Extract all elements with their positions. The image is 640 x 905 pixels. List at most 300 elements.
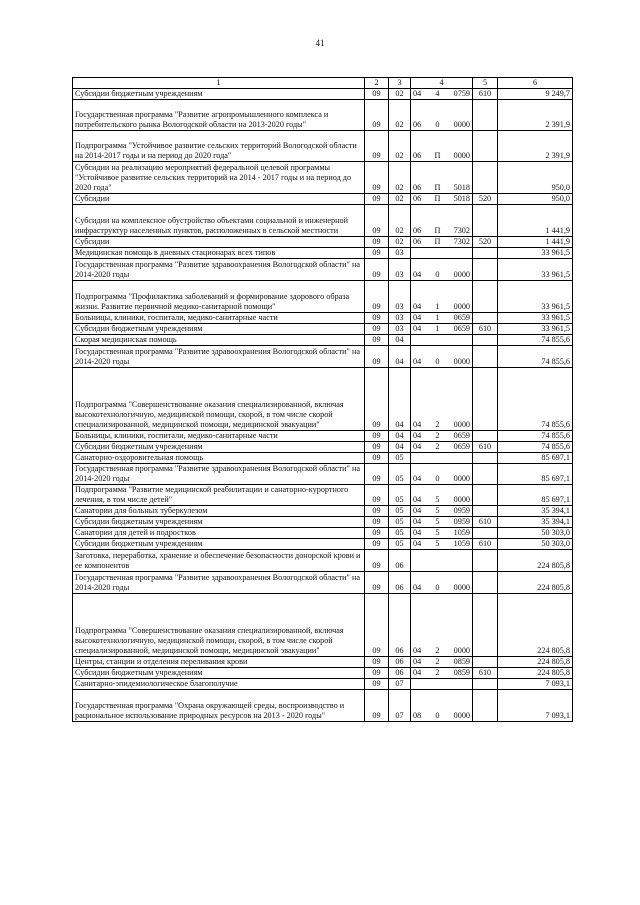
table-row (73, 205, 573, 237)
row-rz: 09 (365, 431, 389, 442)
csr-direction: 0000 (453, 302, 470, 311)
csr-direction: 0000 (453, 711, 470, 720)
csr-program: 04 (413, 420, 422, 429)
row-prz: 05 (389, 506, 411, 517)
csr-direction: 0000 (453, 420, 470, 429)
csr-code (413, 431, 470, 441)
row-vr (473, 506, 498, 517)
csr-direction: 0000 (453, 474, 470, 483)
row-csr (411, 539, 473, 550)
table-row (73, 594, 573, 657)
row-vr: 520 (473, 194, 498, 205)
row-prz: 02 (389, 205, 411, 237)
budget-table (72, 77, 573, 722)
csr-code (413, 657, 470, 667)
csr-direction: 7302 (453, 237, 470, 246)
row-csr (411, 485, 473, 506)
row-amount: 85 697,1 (498, 464, 573, 485)
csr-code (413, 474, 470, 484)
csr-code (413, 583, 470, 593)
row-name: Государственная программа "Охрана окружающей среды, воспроизводство и рациональное использование природных ресурсов на 2013 - 2020 годы" (73, 690, 365, 722)
csr-subprogram: 5 (435, 539, 440, 548)
row-name: Субсидии (73, 194, 365, 205)
row-amount: 85 697,1 (498, 453, 573, 464)
row-prz: 07 (389, 690, 411, 722)
row-csr (411, 89, 473, 100)
csr-program: 06 (413, 194, 422, 203)
row-vr (473, 679, 498, 690)
row-rz: 09 (365, 368, 389, 431)
row-rz: 09 (365, 657, 389, 668)
csr-direction: 0659 (453, 313, 470, 322)
csr-subprogram: 1 (435, 313, 440, 322)
csr-code (413, 711, 470, 721)
row-name: Больницы, клиники, госпитали, медико-санитарные части (73, 313, 365, 324)
csr-code (413, 183, 470, 193)
csr-program: 06 (413, 237, 422, 246)
row-amount: 33 961,5 (498, 248, 573, 259)
csr-direction: 0000 (453, 151, 470, 160)
row-rz: 09 (365, 335, 389, 346)
csr-code (413, 506, 470, 516)
row-amount: 35 394,1 (498, 517, 573, 528)
row-prz: 05 (389, 517, 411, 528)
row-vr (473, 485, 498, 506)
row-vr (473, 431, 498, 442)
table-row (73, 346, 573, 368)
csr-direction: 0000 (453, 357, 470, 366)
row-rz: 09 (365, 572, 389, 594)
row-amount: 2 391,9 (498, 100, 573, 131)
header-col-5: 5 (473, 78, 498, 89)
csr-direction: 0859 (453, 668, 470, 677)
row-rz: 09 (365, 194, 389, 205)
row-vr (473, 335, 498, 346)
row-csr (411, 679, 473, 690)
row-csr (411, 237, 473, 248)
header-col-3: 3 (389, 78, 411, 89)
csr-direction: 0000 (453, 583, 470, 592)
row-name: Санатории для детей и подростков (73, 528, 365, 539)
csr-subprogram: 0 (435, 711, 440, 720)
row-rz: 09 (365, 517, 389, 528)
csr-code (413, 302, 470, 312)
csr-direction: 5018 (453, 194, 470, 203)
header-col-2: 2 (365, 78, 389, 89)
row-vr: 610 (473, 324, 498, 335)
csr-subprogram: 5 (435, 528, 440, 537)
csr-program: 04 (413, 324, 422, 333)
csr-program: 04 (413, 442, 422, 451)
table-row (73, 89, 573, 100)
table-row (73, 528, 573, 539)
row-csr (411, 100, 473, 131)
table-row (73, 485, 573, 506)
row-amount: 950,0 (498, 194, 573, 205)
table-row (73, 679, 573, 690)
csr-program: 06 (413, 226, 422, 235)
header-row (73, 78, 573, 89)
csr-code (413, 539, 470, 549)
csr-code (413, 270, 470, 280)
row-amount: 224 805,8 (498, 594, 573, 657)
row-prz: 06 (389, 657, 411, 668)
row-vr: 610 (473, 668, 498, 679)
row-rz: 09 (365, 464, 389, 485)
csr-program: 04 (413, 657, 422, 666)
row-name: Больницы, клиники, госпитали, медико-санитарные части (73, 431, 365, 442)
csr-subprogram: 1 (435, 324, 440, 333)
row-amount: 224 805,8 (498, 657, 573, 668)
row-prz: 04 (389, 335, 411, 346)
header-col-6: 6 (498, 78, 573, 89)
row-prz: 05 (389, 485, 411, 506)
csr-direction: 0659 (453, 431, 470, 440)
row-name: Субсидии бюджетным учреждениям (73, 517, 365, 528)
row-vr (473, 205, 498, 237)
row-rz: 09 (365, 281, 389, 313)
row-rz: 09 (365, 313, 389, 324)
table-row (73, 453, 573, 464)
header-col-4: 4 (411, 78, 473, 89)
row-name: Подпрограмма "Профилактика заболеваний и формирование здорового образа жизни. Развитие первичной медико-санитарной помощи" (73, 281, 365, 313)
row-vr (473, 572, 498, 594)
table-row (73, 194, 573, 205)
row-prz: 05 (389, 453, 411, 464)
row-rz: 09 (365, 528, 389, 539)
row-amount: 950,0 (498, 162, 573, 194)
csr-direction: 0959 (453, 506, 470, 515)
csr-code (413, 120, 470, 130)
row-vr (473, 313, 498, 324)
row-rz: 09 (365, 205, 389, 237)
row-vr: 610 (473, 517, 498, 528)
csr-program: 04 (413, 474, 422, 483)
csr-program: 04 (413, 539, 422, 548)
row-prz: 06 (389, 668, 411, 679)
row-csr (411, 248, 473, 259)
row-amount: 74 855,6 (498, 346, 573, 368)
csr-program: 04 (413, 270, 422, 279)
row-prz: 05 (389, 539, 411, 550)
table-row (73, 572, 573, 594)
row-name: Государственная программа "Развитие здравоохранения Вологодской области" на 2014-2020 годы (73, 259, 365, 281)
table-row (73, 248, 573, 259)
row-name: Государственная программа "Развитие здравоохранения Вологодской области" на 2014-2020 годы (73, 572, 365, 594)
row-vr: 610 (473, 539, 498, 550)
row-rz: 09 (365, 506, 389, 517)
row-csr (411, 594, 473, 657)
row-amount: 33 961,5 (498, 313, 573, 324)
csr-subprogram: 2 (435, 646, 440, 655)
row-csr (411, 528, 473, 539)
table-row (73, 368, 573, 431)
row-vr (473, 259, 498, 281)
csr-code (413, 495, 470, 505)
row-vr (473, 690, 498, 722)
row-amount: 33 961,5 (498, 324, 573, 335)
row-csr (411, 335, 473, 346)
row-prz: 02 (389, 237, 411, 248)
row-name: Государственная программа "Развитие агропромышленного комплекса и потребительского рынка Вологодской области на 2013-2020 годы" (73, 100, 365, 131)
row-prz: 02 (389, 89, 411, 100)
csr-program: 04 (413, 506, 422, 515)
row-amount: 74 855,6 (498, 335, 573, 346)
row-prz: 04 (389, 442, 411, 453)
csr-subprogram: 2 (435, 442, 440, 451)
row-csr (411, 572, 473, 594)
row-csr (411, 194, 473, 205)
row-amount: 224 805,8 (498, 550, 573, 572)
row-amount: 33 961,5 (498, 281, 573, 313)
table-row (73, 100, 573, 131)
row-vr (473, 464, 498, 485)
csr-program: 06 (413, 183, 422, 192)
row-amount: 50 303,0 (498, 528, 573, 539)
row-csr (411, 464, 473, 485)
row-name: Санаторно-оздоровительная помощь (73, 453, 365, 464)
csr-subprogram: 0 (435, 583, 440, 592)
row-vr (473, 346, 498, 368)
row-name: Субсидии бюджетным учреждениям (73, 442, 365, 453)
row-prz: 05 (389, 528, 411, 539)
row-csr (411, 324, 473, 335)
row-name: Субсидии на комплексное обустройство объектами социальной и инженерной инфраструктур населенных пунктов, расположенных в сельской местности (73, 205, 365, 237)
csr-direction: 5018 (453, 183, 470, 192)
csr-direction: 0959 (453, 517, 470, 526)
row-amount: 224 805,8 (498, 668, 573, 679)
csr-code (413, 324, 470, 334)
row-csr (411, 205, 473, 237)
csr-subprogram: 5 (435, 495, 440, 504)
row-vr: 520 (473, 237, 498, 248)
table-row (73, 517, 573, 528)
table-row (73, 539, 573, 550)
row-rz: 09 (365, 324, 389, 335)
csr-direction: 0000 (453, 646, 470, 655)
row-name: Государственная программа "Развитие здравоохранения Вологодской области" на 2014-2020 годы (73, 464, 365, 485)
row-amount: 1 441,9 (498, 205, 573, 237)
csr-direction: 0000 (453, 270, 470, 279)
row-rz: 09 (365, 594, 389, 657)
table-row (73, 506, 573, 517)
csr-subprogram: П (434, 194, 441, 203)
row-prz: 03 (389, 324, 411, 335)
csr-program: 06 (413, 151, 422, 160)
row-csr (411, 162, 473, 194)
row-prz: 04 (389, 368, 411, 431)
csr-code (413, 357, 470, 367)
row-amount: 74 855,6 (498, 368, 573, 431)
table-row (73, 281, 573, 313)
row-rz: 09 (365, 679, 389, 690)
row-vr (473, 131, 498, 162)
row-csr (411, 281, 473, 313)
csr-direction: 0659 (453, 442, 470, 451)
row-prz: 02 (389, 162, 411, 194)
row-csr (411, 657, 473, 668)
csr-program: 04 (413, 302, 422, 311)
row-csr (411, 442, 473, 453)
row-amount: 35 394,1 (498, 506, 573, 517)
row-rz: 09 (365, 346, 389, 368)
row-prz: 03 (389, 259, 411, 281)
row-name: Санатории для больных туберкулезом (73, 506, 365, 517)
table-row (73, 442, 573, 453)
csr-subprogram: П (434, 237, 441, 246)
row-prz: 02 (389, 131, 411, 162)
row-vr: 610 (473, 442, 498, 453)
row-amount: 85 697,1 (498, 485, 573, 506)
row-amount: 1 441,9 (498, 237, 573, 248)
row-csr (411, 131, 473, 162)
row-name: Медицинская помощь в дневных стационарах всех типов (73, 248, 365, 259)
row-vr (473, 594, 498, 657)
row-csr (411, 313, 473, 324)
table-body (73, 89, 573, 722)
row-name: Субсидии на реализацию мероприятий федеральной целевой программы "Устойчивое развитие сельских территорий на 2014 - 2017 годы и на период до 2020 года" (73, 162, 365, 194)
csr-code (413, 528, 470, 538)
row-rz: 09 (365, 237, 389, 248)
csr-subprogram: П (434, 183, 441, 192)
table-row (73, 259, 573, 281)
row-prz: 06 (389, 550, 411, 572)
csr-program: 04 (413, 528, 422, 537)
row-name: Государственная программа "Развитие здравоохранения Вологодской области" на 2014-2020 годы (73, 346, 365, 368)
csr-subprogram: 0 (435, 357, 440, 366)
table-row (73, 237, 573, 248)
table-row (73, 162, 573, 194)
row-rz: 09 (365, 89, 389, 100)
csr-code (413, 237, 470, 247)
row-vr (473, 162, 498, 194)
row-amount: 224 805,8 (498, 572, 573, 594)
csr-program: 04 (413, 89, 422, 98)
row-prz: 06 (389, 594, 411, 657)
row-vr (473, 281, 498, 313)
csr-code (413, 646, 470, 656)
csr-code (413, 517, 470, 527)
row-amount: 74 855,6 (498, 431, 573, 442)
csr-direction: 0000 (453, 120, 470, 129)
table-row (73, 313, 573, 324)
row-amount: 74 855,6 (498, 442, 573, 453)
row-rz: 09 (365, 131, 389, 162)
csr-direction: 0859 (453, 657, 470, 666)
row-vr (473, 248, 498, 259)
row-prz: 03 (389, 248, 411, 259)
table-row (73, 335, 573, 346)
table-row (73, 657, 573, 668)
table-row (73, 431, 573, 442)
csr-program: 04 (413, 495, 422, 504)
csr-program: 04 (413, 646, 422, 655)
table-row (73, 690, 573, 722)
csr-code (413, 420, 470, 430)
csr-code (413, 313, 470, 323)
csr-subprogram: 5 (435, 506, 440, 515)
row-csr (411, 517, 473, 528)
csr-subprogram: 0 (435, 120, 440, 129)
csr-code (413, 226, 470, 236)
csr-subprogram: 2 (435, 420, 440, 429)
row-rz: 09 (365, 453, 389, 464)
csr-subprogram: 0 (435, 474, 440, 483)
page-number: 41 (315, 38, 325, 48)
header-col-1: 1 (73, 78, 365, 89)
csr-code (413, 89, 470, 99)
csr-direction: 0000 (453, 495, 470, 504)
csr-program: 06 (413, 120, 422, 129)
csr-subprogram: 5 (435, 517, 440, 526)
row-name: Санитарно-эпидемиологическое благополучие (73, 679, 365, 690)
row-rz: 09 (365, 690, 389, 722)
row-csr (411, 668, 473, 679)
table-row (73, 464, 573, 485)
csr-code (413, 668, 470, 678)
row-rz: 09 (365, 550, 389, 572)
csr-direction: 1059 (453, 539, 470, 548)
row-name: Подпрограмма "Устойчивое развитие сельских территорий Вологодской области на 2014-2017 годы и на период до 2020 года" (73, 131, 365, 162)
csr-direction: 1059 (453, 528, 470, 537)
row-prz: 04 (389, 431, 411, 442)
row-prz: 03 (389, 281, 411, 313)
row-vr (473, 100, 498, 131)
row-prz: 02 (389, 194, 411, 205)
row-name: Подпрограмма "Развитие медицинской реабилитации и санаторно-курортного лечения, в том числе детей" (73, 485, 365, 506)
row-prz: 03 (389, 313, 411, 324)
row-csr (411, 690, 473, 722)
row-vr (473, 657, 498, 668)
table-header (73, 78, 573, 89)
table-row (73, 131, 573, 162)
row-csr (411, 453, 473, 464)
row-name: Подпрограмма "Совершенствование оказания специализированной, включая высокотехнологичную, медицинской помощи, скорой, в том числе скорой специализированной, медицинской помощи, медицинской эвакуации" (73, 368, 365, 431)
row-rz: 09 (365, 539, 389, 550)
csr-subprogram: 2 (435, 657, 440, 666)
row-name: Субсидии бюджетным учреждениям (73, 89, 365, 100)
row-csr (411, 346, 473, 368)
csr-subprogram: 2 (435, 668, 440, 677)
row-rz: 09 (365, 162, 389, 194)
csr-subprogram: П (434, 151, 441, 160)
csr-subprogram: 4 (435, 89, 440, 98)
row-prz: 07 (389, 679, 411, 690)
row-rz: 09 (365, 485, 389, 506)
row-csr (411, 259, 473, 281)
row-prz: 06 (389, 572, 411, 594)
csr-program: 04 (413, 357, 422, 366)
row-csr (411, 550, 473, 572)
row-amount: 2 391,9 (498, 131, 573, 162)
row-name: Субсидии бюджетным учреждениям (73, 668, 365, 679)
csr-program: 04 (413, 517, 422, 526)
row-prz: 02 (389, 100, 411, 131)
row-name: Субсидии бюджетным учреждениям (73, 324, 365, 335)
csr-code (413, 151, 470, 161)
row-name: Субсидии (73, 237, 365, 248)
csr-subprogram: П (434, 226, 441, 235)
row-name: Заготовка, переработка, хранение и обеспечение безопасности донорской крови и ее компонентов (73, 550, 365, 572)
csr-direction: 0759 (453, 89, 470, 98)
row-vr (473, 550, 498, 572)
csr-program: 04 (413, 313, 422, 322)
row-amount: 7 093,1 (498, 679, 573, 690)
csr-subprogram: 1 (435, 302, 440, 311)
row-amount: 50 303,0 (498, 539, 573, 550)
csr-subprogram: 2 (435, 431, 440, 440)
row-name: Подпрограмма "Совершенствование оказания специализированной, включая высокотехнологичную, медицинской помощи, скорой, в том числе скорой специализированной, медицинской помощи, медицинской эвакуации" (73, 594, 365, 657)
